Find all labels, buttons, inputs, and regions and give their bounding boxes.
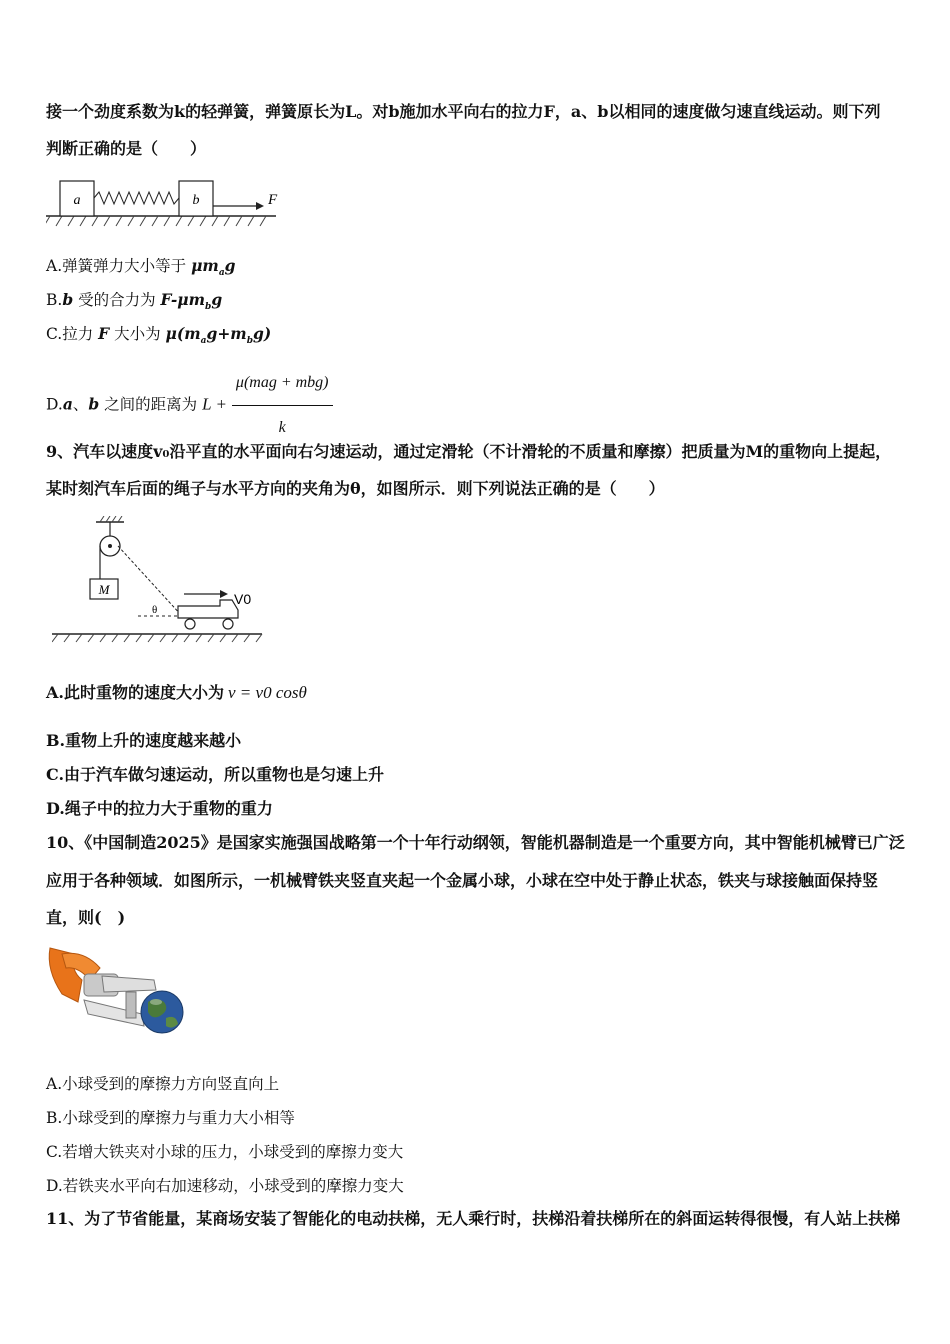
velocity-label: V0: [234, 591, 252, 607]
spring: [94, 192, 179, 204]
mass-label: M: [98, 582, 110, 597]
q8-option-a: A.弹簧弹力大小等于 $\mu m_ag$: [46, 256, 236, 279]
clamp-upper: [102, 976, 156, 992]
distance-fraction: [232, 361, 333, 450]
q8-option-c: C.拉力 F 大小为 $\mu(m_ag+m_bg)$: [46, 324, 272, 347]
q10-option-a: A.小球受到的摩擦力方向竖直向上: [46, 1075, 280, 1093]
block-b-label: b: [192, 193, 200, 208]
q10-stem-line2: 应用于各种领域．如图所示，一机械臂铁夹竖直夹起一个金属小球，小球在空中处于静止状态，铁夹与球接触面保持竖: [46, 871, 879, 890]
q9-option-b: B.重物上升的速度越来越小: [46, 731, 242, 750]
q10-option-d: D.若铁夹水平向右加速移动，小球受到的摩擦力变大: [46, 1177, 404, 1195]
q8-stem-line1: 接一个劲度系数为k的轻弹簧，弹簧原长为L。对b施加水平向右的拉力F，a、b以相同的速度做匀速直线运动。则下列: [46, 102, 881, 121]
q8-stem-line2: 判断正确的是（ ）: [46, 139, 207, 158]
q10-stem-line3: 直，则( ): [46, 908, 126, 927]
q8-option-d: D.a、b 之间的距离为 L + $\frac{\text{μ(mag + mbg)}}{k}$: [46, 361, 333, 450]
q9-stem-line1: 9、汽车以速度v₀沿平直的水平面向右匀速运动，通过定滑轮（不计滑轮的不质量和摩擦）把质量为M的重物向上提起，: [46, 442, 892, 461]
q8-option-b: B.b 受的合力为 $F-\mu m_bg$: [46, 290, 223, 313]
q9-stem-line2: 某时刻汽车后面的绳子与水平方向的夹角为θ，如图所示．则下列说法正确的是（ ）: [46, 479, 665, 498]
q11-stem-line1: 11、为了节省能量，某商场安装了智能化的电动扶梯，无人乘行时，扶梯沿着扶梯所在的斜面运转得很慢，有人站上扶梯: [46, 1209, 901, 1228]
q9-option-a: A.此时重物的速度大小为 v = v0 cosθ: [46, 683, 307, 702]
pulley-truck-figure: [52, 516, 274, 646]
q9-option-d: D.绳子中的拉力大于重物的重力: [46, 799, 273, 818]
q10-stem-line1: 10、《中国制造2025》是国家实施强国战略第一个十年行动纲领，智能机器制造是一个重要方向，其中智能机械臂已广泛: [46, 833, 905, 852]
spring-blocks-figure: [46, 176, 286, 232]
robot-arm-figure: [44, 940, 190, 1050]
q10-option-c: C.若增大铁夹对小球的压力，小球受到的摩擦力变大: [46, 1143, 404, 1161]
speed-formula: v = v0 cosθ: [228, 683, 307, 702]
truck: [178, 600, 238, 618]
truck-wheel-rear: [185, 619, 195, 629]
fraction-numerator: μ(mag + mbg): [232, 361, 333, 406]
q9-option-c: C.由于汽车做匀速运动，所以重物也是匀速上升: [46, 765, 385, 784]
distance-lead: L +: [202, 394, 227, 414]
block-a-label: a: [73, 193, 81, 208]
force-label: F: [268, 192, 278, 208]
truck-wheel-front: [223, 619, 233, 629]
angle-label: θ: [152, 604, 158, 616]
q10-option-b: B.小球受到的摩擦力与重力大小相等: [46, 1109, 295, 1127]
rope-slanted: [118, 546, 182, 616]
fraction-denominator: k: [278, 419, 286, 436]
